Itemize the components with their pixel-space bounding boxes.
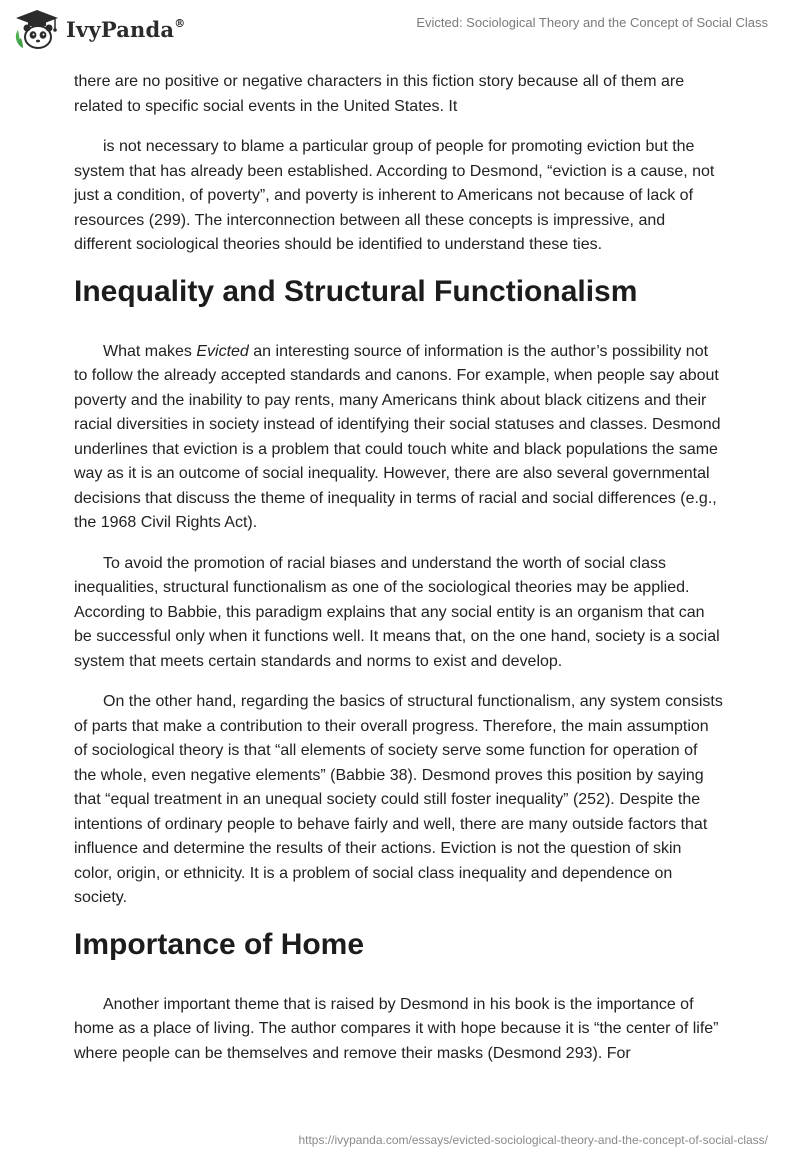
ivypanda-logo[interactable] (14, 8, 185, 50)
paragraph-6: Another important theme that is raised by Desmond in his book is the importance of home as a place of living. The author compares it with hope because it is “the center of life” where people can be themselves and remove their masks (Desmond 293). For (74, 995, 719, 1062)
page-header (0, 0, 800, 60)
paragraph-2: is not necessary to blame a particular group of people for promoting eviction but the system that has already been established. According to Desmond, “eviction is a cause, not just a condition, of poverty”, and poverty is inherent to Americans not because of lack of resources (299). The interconnection between all these concepts is impressive, and different sociological theories should be identified to understand these ties. (74, 138, 715, 253)
document-title: Evicted: Sociological Theory and the Concept of Social Class (416, 15, 768, 30)
essay-body (74, 70, 724, 1082)
paragraph-3: What makes Evicted an interesting source of information is the author’s possibility not to follow the already accepted standards and canons. For example, when people say about poverty and the inability to pay rents, many Americans think about black citizens and their racial diversities in society instead of identifying their social statuses and classes. Desmond underlines that eviction is a problem that could touch white and black populations the same way as it is an outcome of social inequality. However, there are also several governmental decisions that discuss the theme of inequality in terms of racial and social differences (e.g., the 1968 Civil Rights Act). (74, 342, 721, 531)
book-title: Evicted (196, 342, 249, 360)
paragraph-1: there are no positive or negative characters in this fiction story because all of them are related to specific social events in the United States. It (74, 73, 685, 115)
paragraph-4: To avoid the promotion of racial biases and understand the worth of social class inequalities, structural functionalism as one of the sociological theories may be applied. According to Babbie, this paradigm explains that any social entity is an organism that can be successful only when it functions well. It means that, on the one hand, society is a social system that meets certain standards and norms to exist and develop. (74, 554, 720, 670)
source-url[interactable]: https://ivypanda.com/essays/evicted-sociological-theory-and-the-concept-of-social-class/ (298, 1133, 768, 1147)
section-heading-inequality: Inequality and Structural Functionalism (74, 274, 638, 308)
paragraph-5: On the other hand, regarding the basics of structural functionalism, any system consists of parts that make a contribution to their overall progress. Therefore, the main assumption of sociological theory is that “all elements of society serve some function for operation of the whole, even negative elements” (Babbie 38). Desmond proves this position by saying that “equal treatment in an unequal society could still foster inequality” (252). Despite the intentions of ordinary people to behave fairly and well, there are many outside factors that influence and determine the results of their actions. Eviction is not the question of skin color, origin, or ethnicity. It is a problem of social class inequality and dependence on society. (74, 693, 723, 906)
panda-graduate-icon (14, 8, 60, 50)
logo-wordmark: IvyPanda® (66, 16, 186, 42)
section-heading-home: Importance of Home (74, 927, 365, 961)
